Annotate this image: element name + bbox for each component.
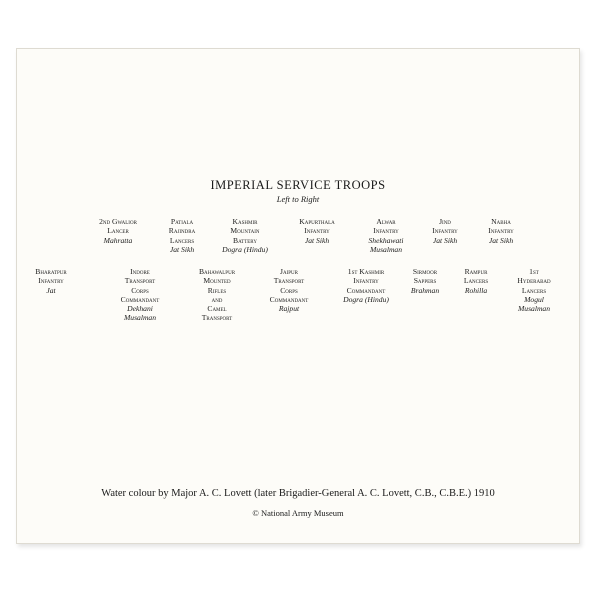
unit-origin-line: Musalman (517, 304, 551, 314)
unit-name-line: 1st (529, 267, 539, 276)
unit-name-line: Hyderabad (517, 276, 551, 286)
unit-name-line: 1st Kashmir (347, 267, 385, 276)
unit-origin-line: Shekhawati (368, 235, 404, 245)
unit-name-line: Bharatpur (35, 267, 67, 276)
unit-name-line: Commandant (346, 285, 386, 295)
unit-row1-3 (215, 217, 275, 254)
unit-row2-3 (183, 267, 251, 323)
unit-origin-line: Dekhani (127, 304, 153, 314)
unit-name-line: and (211, 294, 223, 304)
unit-origin-line: Rohilla (464, 285, 488, 295)
unit-row2-1 (22, 267, 80, 295)
copyright-notice: © National Army Museum (252, 508, 344, 518)
unit-name-line: Rajindra (168, 226, 196, 236)
unit-name-line: Transport (201, 313, 233, 323)
unit-name-line: Alwar (376, 217, 396, 226)
unit-name-line: Lancer (107, 226, 129, 236)
unit-name-line: Sappers (413, 276, 437, 286)
unit-name-line: Commandant (269, 294, 309, 304)
unit-name-line: Infantry (488, 226, 514, 236)
artwork-caption: Water colour by Major A. C. Lovett (later Brigadier-General A. C. Lovett, C.B., C.B.E.) 1910 (101, 488, 495, 499)
unit-name-line: Infantry (373, 226, 399, 236)
unit-origin-line: Rajput (278, 304, 300, 314)
unit-name-line: Infantry (38, 276, 64, 286)
unit-origin-line: Brahman (410, 285, 440, 295)
unit-name-line: Patiala (170, 217, 194, 226)
unit-name-line: Indore (130, 267, 150, 276)
unit-name-line: Lancers (463, 276, 489, 286)
unit-row1-1 (88, 217, 148, 245)
unit-name-line: Sirmoor (412, 267, 438, 276)
unit-name-line: Commandant (120, 294, 160, 304)
unit-name-line: Corps (131, 285, 149, 295)
unit-row1-5 (356, 217, 416, 254)
unit-row1-6 (420, 217, 470, 245)
unit-row2-6 (400, 267, 450, 295)
unit-name-line: Lancers (169, 235, 195, 245)
print-card (16, 48, 580, 544)
unit-origin-line: Jat Sikh (488, 235, 514, 245)
unit-name-line: Mountain (230, 226, 260, 236)
unit-row2-4 (258, 267, 320, 313)
unit-name-line: Infantry (304, 226, 330, 236)
unit-origin-line: Mahratta (103, 235, 133, 245)
unit-row2-7 (450, 267, 502, 295)
unit-name-line: Rampur (464, 267, 488, 276)
unit-origin-line: Jat Sikh (304, 235, 330, 245)
unit-name-line: Infantry (353, 276, 379, 286)
unit-name-line: Jind (439, 217, 451, 226)
unit-name-line: Kashmir (232, 217, 258, 226)
unit-name-line: Transport (273, 276, 305, 286)
unit-name-line: Infantry (432, 226, 458, 236)
unit-name-line: Transport (124, 276, 156, 286)
unit-origin-line: Dogra (Hindu) (222, 244, 268, 254)
unit-name-line: Jaipur (280, 267, 298, 276)
unit-origin-line: Dogra (Hindu) (343, 294, 389, 304)
unit-origin-line: Musalman (123, 313, 157, 323)
unit-name-line: Bahawalpur (198, 267, 236, 276)
page-subtitle: Left to Right (276, 194, 320, 204)
unit-name-line: Rifles (207, 285, 227, 295)
unit-name-line: 2nd Gwalior (99, 217, 137, 226)
unit-name-line: Lancers (521, 285, 547, 295)
unit-origin-line: Mogul (524, 294, 544, 304)
unit-origin-line: Jat (46, 285, 56, 295)
page-title: IMPERIAL SERVICE TROOPS (210, 178, 386, 192)
unit-row1-4 (285, 217, 349, 245)
unit-name-line: Corps (280, 285, 298, 295)
unit-origin-line: Jat Sikh (169, 244, 195, 254)
unit-row2-8 (505, 267, 563, 313)
unit-row2-5 (331, 267, 401, 304)
unit-name-line: Camel (207, 304, 227, 314)
unit-name-line: Kapurthala (299, 217, 335, 226)
unit-origin-line: Musalman (369, 244, 403, 254)
unit-row1-7 (475, 217, 527, 245)
unit-name-line: Nabha (491, 217, 511, 226)
unit-row2-2 (109, 267, 171, 323)
unit-name-line: Battery (233, 235, 257, 245)
unit-name-line: Mounted (203, 276, 231, 286)
unit-origin-line: Jat Sikh (432, 235, 458, 245)
unit-row1-2 (155, 217, 209, 254)
